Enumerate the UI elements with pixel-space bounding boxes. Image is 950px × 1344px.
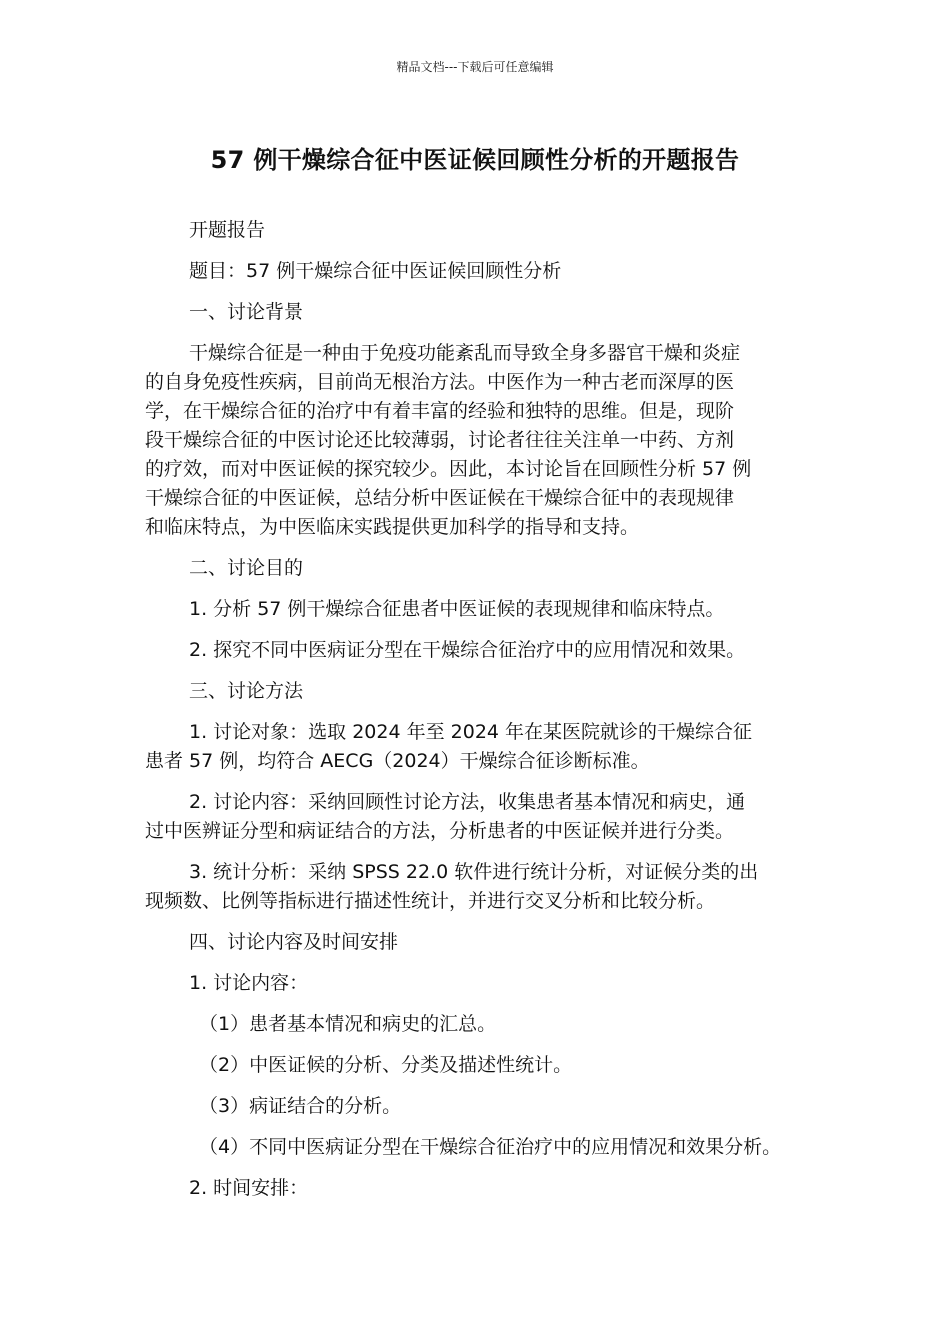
- paragraph-line: 2. 讨论内容：采纳回顾性讨论方法，收集患者基本情况和病史，通: [189, 791, 746, 813]
- section-heading-background: 一、讨论背景: [189, 301, 304, 323]
- paragraph-line: 段干燥综合征的中医讨论还比较薄弱，讨论者往往关注单一中药、方剂: [145, 429, 735, 451]
- paragraph-line: 现频数、比例等指标进行描述性统计，并进行交叉分析和比较分析。: [145, 890, 716, 912]
- section-heading-goals: 二、讨论目的: [189, 557, 304, 579]
- paragraph-line: 干燥综合征是一种由于免疫功能紊乱而导致全身多器官干燥和炎症: [189, 342, 741, 364]
- content-item: （3）病证结合的分析。: [199, 1095, 402, 1117]
- paragraph-line: 和临床特点，为中医临床实践提供更加科学的指导和支持。: [145, 516, 640, 538]
- content-item: （2）中医证候的分析、分类及描述性统计。: [199, 1054, 573, 1076]
- paragraph-line: 1. 讨论对象：选取 2024 年至 2024 年在某医院就诊的干燥综合征: [189, 721, 753, 743]
- paragraph-line: 干燥综合征的中医证候，总结分析中医证候在干燥综合征中的表现规律: [145, 487, 735, 509]
- goal-item: 1. 分析 57 例干燥综合征患者中医证候的表现规律和临床特点。: [189, 598, 725, 620]
- document-body: [145, 216, 815, 1215]
- paragraph-line: 的自身免疫性疾病，目前尚无根治方法。中医作为一种古老而深厚的医: [145, 371, 735, 393]
- header-note: 精品文档---下载后可任意编辑: [396, 60, 554, 74]
- paragraph-line: 患者 57 例，均符合 AECG（2024）干燥综合征诊断标准。: [145, 750, 650, 772]
- method-paragraph: [145, 718, 815, 776]
- paragraph-line: 3. 统计分析：采纳 SPSS 22.0 软件进行统计分析，对证候分类的出: [189, 861, 759, 883]
- paragraph-line: 的疗效，而对中医证候的探究较少。因此，本讨论旨在回顾性分析 57 例: [145, 458, 752, 480]
- paragraph-line: 过中医辨证分型和病证结合的方法，分析患者的中医证候并进行分类。: [145, 820, 735, 842]
- document-title: 57 例干燥综合征中医证候回顾性分析的开题报告: [210, 146, 740, 174]
- report-topic: 题目：57 例干燥综合征中医证候回顾性分析: [189, 260, 562, 282]
- schedule-heading: 2. 时间安排：: [189, 1177, 309, 1199]
- content-item: （1）患者基本情况和病史的汇总。: [199, 1013, 497, 1035]
- content-heading: 1. 讨论内容：: [189, 972, 309, 994]
- paragraph-line: 学，在干燥综合征的治疗中有着丰富的经验和独特的思维。但是，现阶: [145, 400, 735, 422]
- method-paragraph: [145, 788, 815, 846]
- background-paragraph: [145, 339, 815, 542]
- section-heading-methods: 三、讨论方法: [189, 680, 304, 702]
- report-label: 开题报告: [189, 219, 266, 241]
- section-heading-content-schedule: 四、讨论内容及时间安排: [189, 931, 399, 953]
- method-paragraph: [145, 858, 815, 916]
- content-item: （4）不同中医病证分型在干燥综合征治疗中的应用情况和效果分析。: [199, 1136, 782, 1158]
- goal-item: 2. 探究不同中医病证分型在干燥综合征治疗中的应用情况和效果。: [189, 639, 746, 661]
